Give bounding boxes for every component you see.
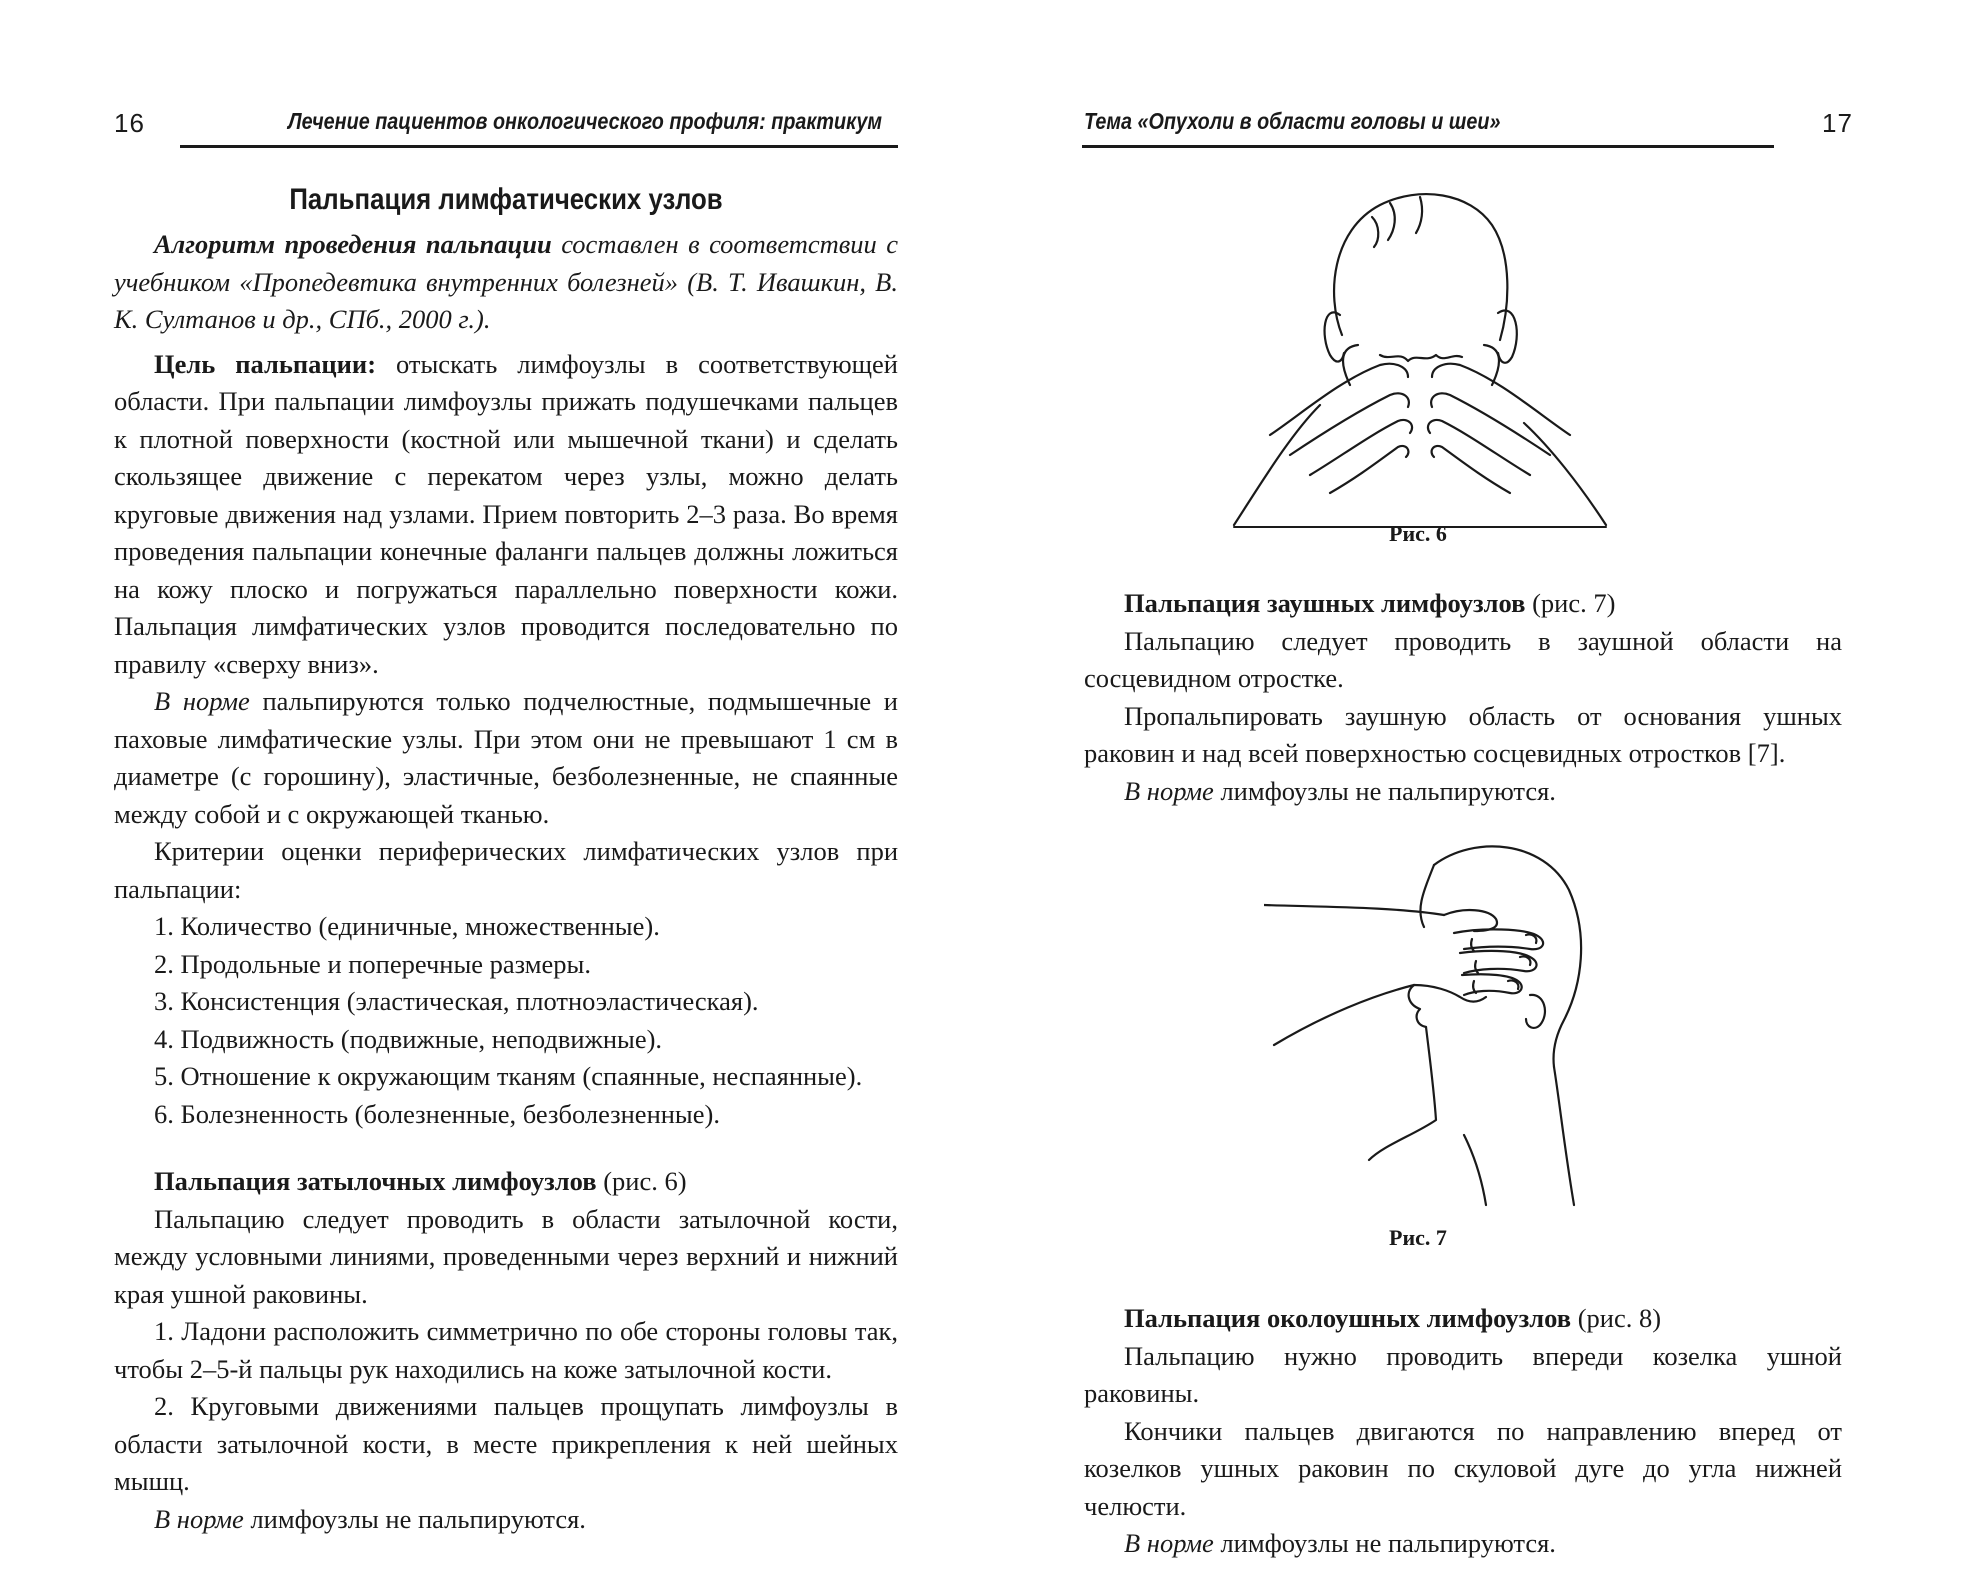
postauricular-paragraph: Пропальпировать заушную область от основания ушных раковин и над всей поверхностью сосцевидных отростков [7]. <box>1084 700 1842 768</box>
criteria-item: 4. Подвижность (подвижные, неподвижные). <box>154 1023 663 1054</box>
postauricular-norm <box>1084 773 1842 811</box>
right-body-bottom <box>1084 1300 1842 1563</box>
right-page <box>982 0 1965 1591</box>
criteria-item: 3. Консистенция (эластическая, плотноэластическая). <box>154 986 759 1016</box>
header-rule <box>180 145 898 148</box>
figure-6-caption: Рис. 6 <box>1389 521 1447 546</box>
intro-emphasis: Алгоритм проведения пальпации <box>154 229 552 259</box>
criteria-item: 2. Продольные и поперечные размеры. <box>154 948 591 979</box>
occipital-norm <box>114 1501 898 1539</box>
occipital-ref: (рис. 6) <box>596 1166 687 1196</box>
criteria-item: 5. Отношение к окружающим тканям (спаянные, неспаянные). <box>154 1061 863 1091</box>
parotid-heading-line <box>1084 1300 1842 1338</box>
goal-text: отыскать лимфоузлы в соответствующей области. При пальпации лимфоузлы прижать подушечками пальцев к плотной поверхности (костной или мышечной ткани) и сделать скользящее движение с перекатом через узлы, можно делать круговые движения над узлами. Прием повторить 2–3 раза. Во время проведения пальпации конечные фаланги пальцев должны ложиться на кожу плоско и погружаться параллельно поверхности кожи. Пальпация лимфатических узлов проводится последовательно по правилу «сверху вниз». <box>114 348 898 679</box>
figure-occipital-palpation <box>1230 185 1610 530</box>
criteria-item: 1. Количество (единичные, множественные). <box>154 911 660 941</box>
norm-emphasis: В норме <box>1124 775 1214 806</box>
occipital-heading: Пальпация затылочных лимфоузлов <box>154 1166 597 1196</box>
criteria-item: 6. Болезненность (болезненные, безболезненные). <box>154 1098 720 1129</box>
postauricular-ref: (рис. 7) <box>1525 588 1616 618</box>
occipital-step: 2. Круговыми движениями пальцев прощупать лимфоузлы в области затылочной кости, в месте прикрепления к ней шейных мышц. <box>114 1391 898 1496</box>
goal-label: Цель пальпации: <box>154 348 377 379</box>
parotid-ref: (рис. 8) <box>1571 1303 1662 1333</box>
norm-emphasis: В норме <box>154 1503 244 1534</box>
norm-text: лимфоузлы не пальпируются. <box>1213 775 1556 806</box>
right-body-top <box>1084 585 1842 810</box>
postauricular-heading: Пальпация заушных лимфоузлов <box>1124 588 1526 618</box>
running-head: Тема «Опухоли в области головы и шеи» <box>1084 108 1501 134</box>
figure-7-caption: Рис. 7 <box>1389 1225 1447 1250</box>
intro-text: составлен в соответствии с учебником «Пропедевтика внутренних болезней» (В. Т. Ивашкин, В. К. Султанов и др., СПб., 2000 г.). <box>114 229 898 334</box>
parotid-paragraph: Кончики пальцев двигаются по направлению вперед от козелков ушных раковин по скуловой дуге до угла нижней челюсти. <box>1084 1415 1842 1521</box>
norm-emphasis: В норме <box>1124 1528 1214 1558</box>
goal-paragraph <box>114 346 898 684</box>
criteria-intro: Критерии оценки периферических лимфатических узлов при пальпации: <box>114 836 898 904</box>
header-rule <box>1082 145 1774 148</box>
occipital-step: 1. Ладони расположить симметрично по обе стороны головы так, чтобы 2–5-й пальцы рук находились на коже затылочной кости. <box>114 1316 898 1384</box>
parotid-heading: Пальпация околоушных лимфоузлов <box>1124 1303 1572 1333</box>
norm-text: лимфоузлы не пальпируются. <box>243 1503 586 1534</box>
norm-text: пальпируются только подчелюстные, подмышечные и паховые лимфатические узлы. При этом они не превышают 1 см в диаметре (с горошину), эластичные, безболезненные, не спаянные между собой и с окружающей тканью. <box>114 686 898 829</box>
page-number: 16 <box>114 108 145 138</box>
page-number: 17 <box>1822 108 1853 138</box>
figure-postauricular-palpation <box>1264 835 1684 1215</box>
norm-paragraph <box>114 683 898 833</box>
intro-paragraph <box>114 226 898 339</box>
occipital-heading-line <box>114 1163 898 1201</box>
parotid-paragraph: Пальпацию нужно проводить впереди козелка ушной раковины. <box>1084 1340 1842 1408</box>
parotid-norm <box>1084 1525 1842 1563</box>
postauricular-heading-line <box>1084 585 1842 623</box>
norm-text: лимфоузлы не пальпируются. <box>1213 1528 1556 1558</box>
occipital-paragraph: Пальпацию следует проводить в области затылочной кости, между условными линиями, проведенными через верхний и нижний края ушной раковины. <box>114 1203 898 1309</box>
running-head: Лечение пациентов онкологического профиля: практикум <box>288 108 882 134</box>
left-page <box>0 0 982 1591</box>
left-body <box>114 180 898 1538</box>
postauricular-paragraph: Пальпацию следует проводить в заушной области на сосцевидном отростке. <box>1084 625 1842 693</box>
norm-emphasis: В норме <box>154 686 250 716</box>
section-title: Пальпация лимфатических узлов <box>289 183 723 216</box>
